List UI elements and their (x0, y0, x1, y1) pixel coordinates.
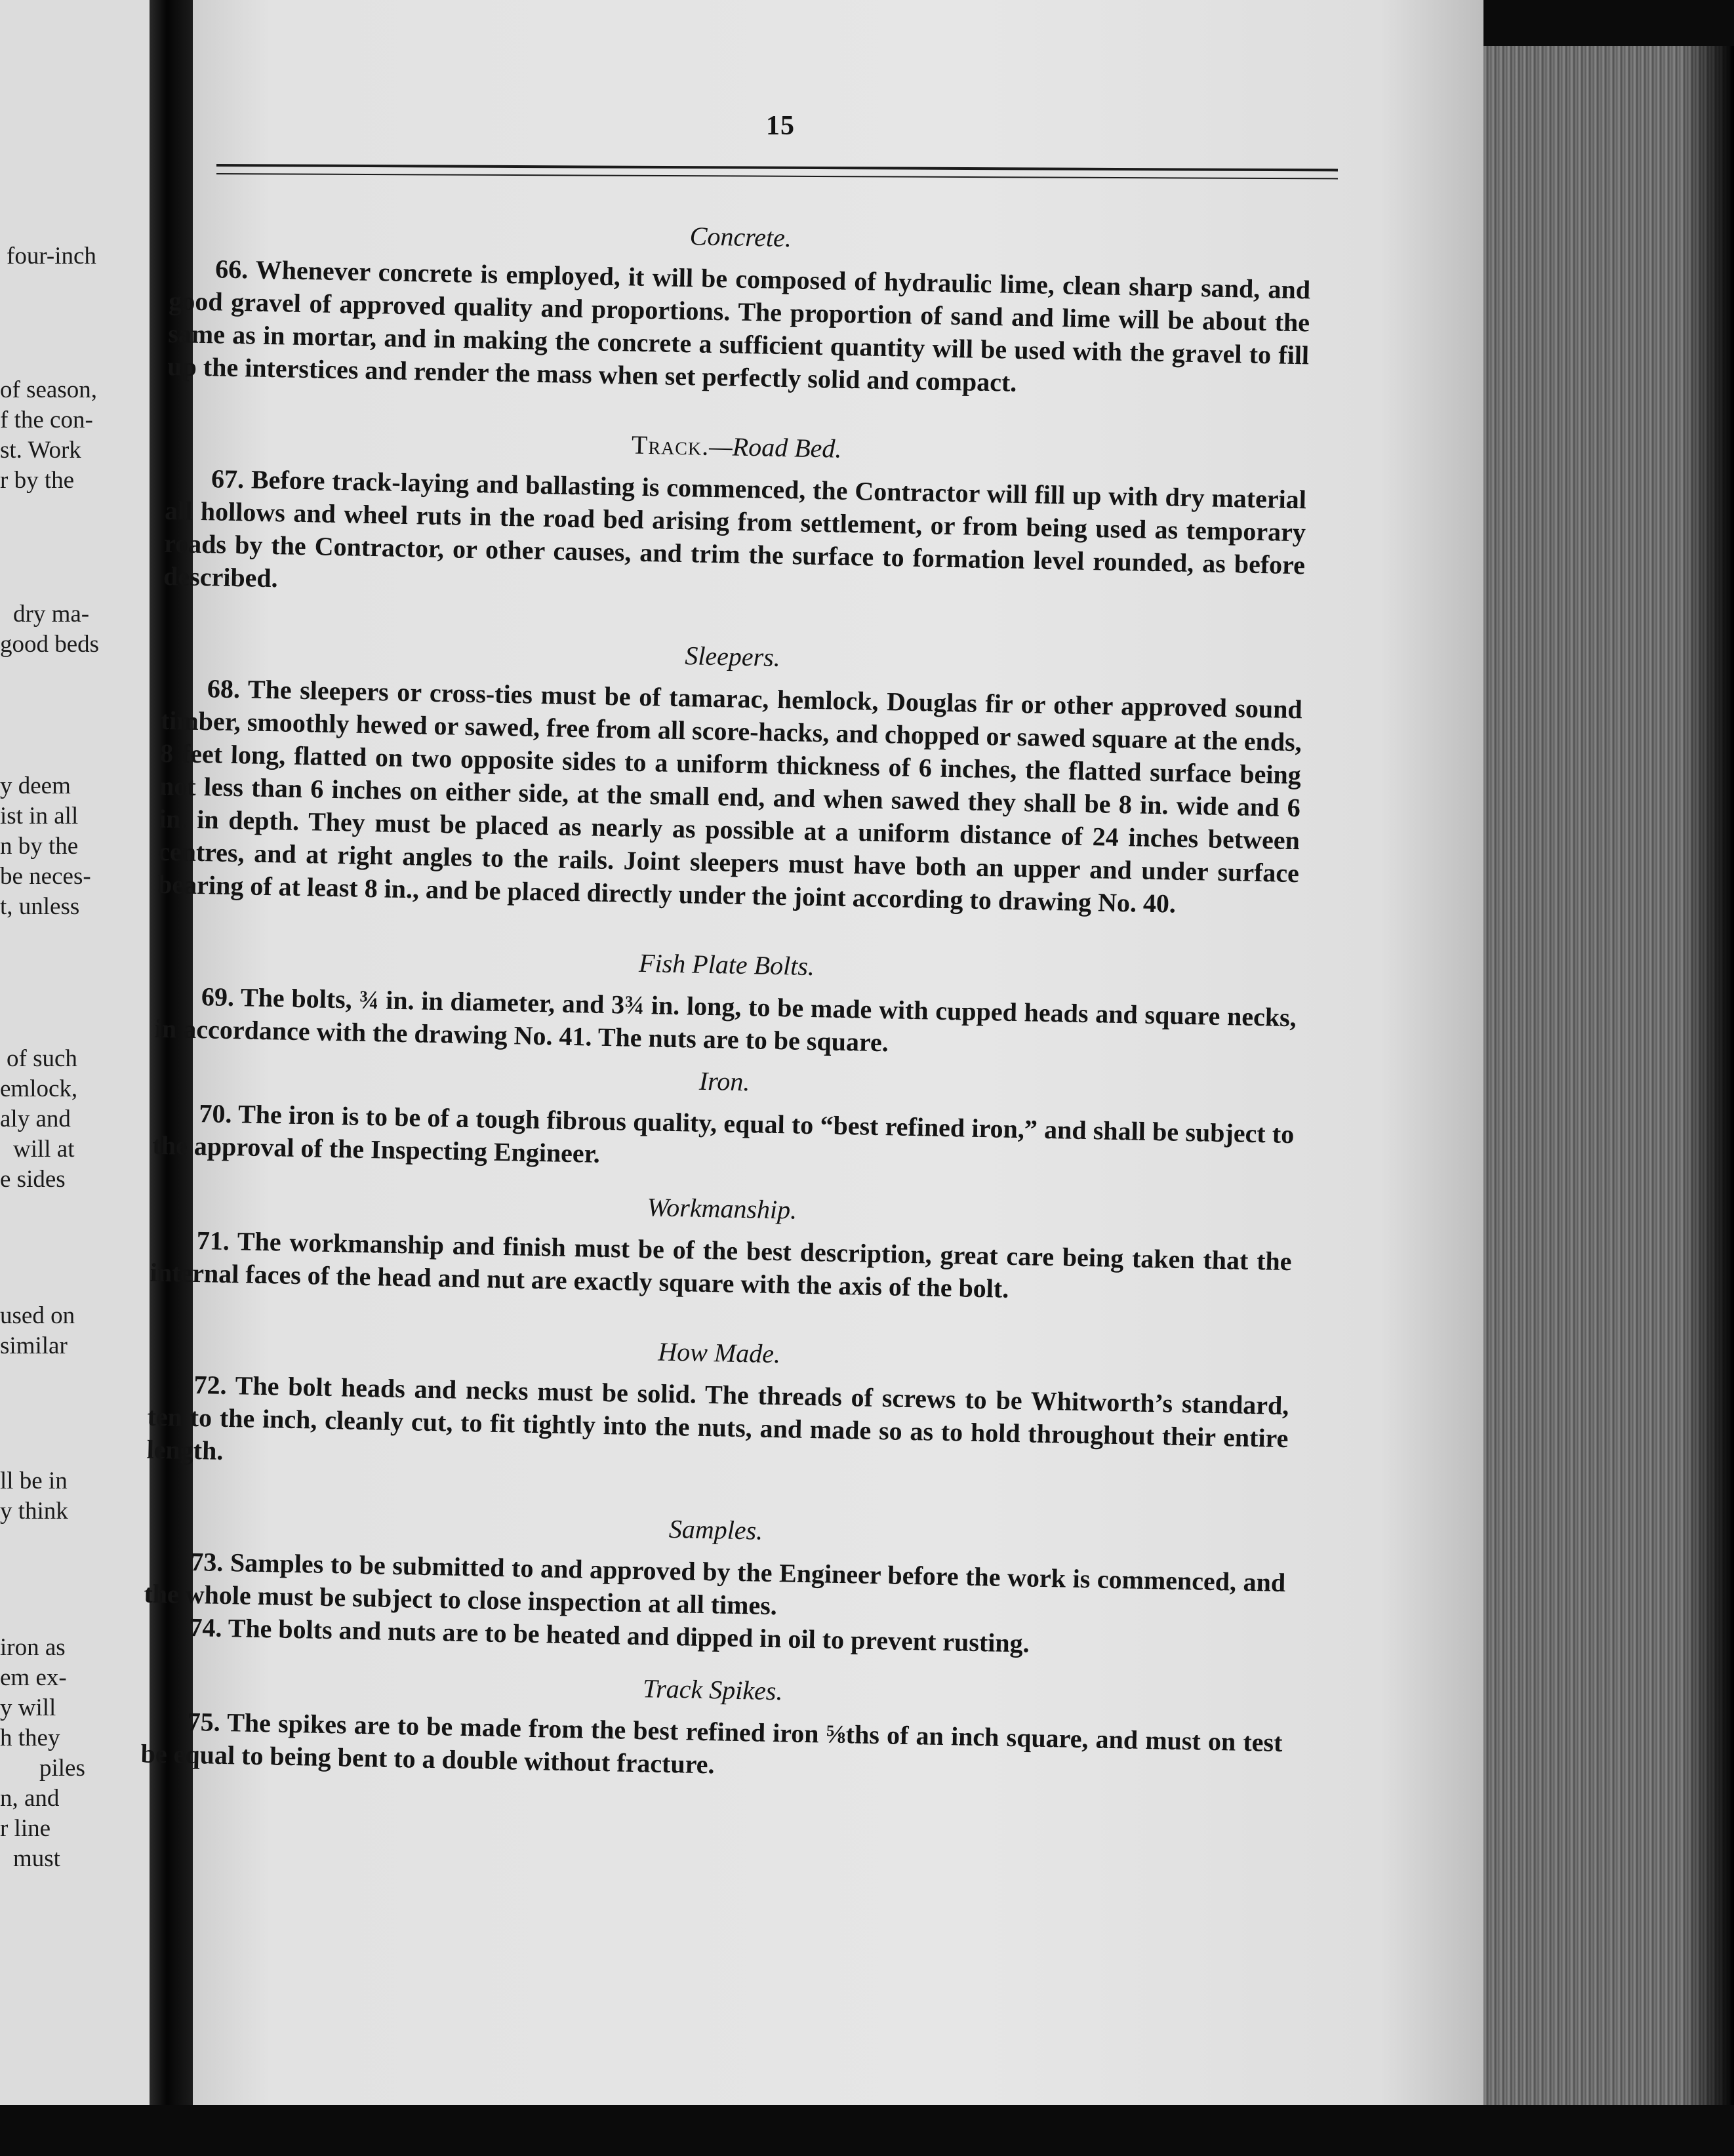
facing-page-fragment: st. Work (0, 437, 81, 464)
facing-page-fragment: of such (7, 1045, 77, 1072)
section-heading: Concrete. (689, 221, 792, 253)
facing-page-fragment: ll be in (0, 1467, 68, 1494)
facing-page-fragment: must (13, 1845, 60, 1872)
facing-page-fragment: y will (0, 1694, 56, 1721)
facing-page-fragment: y think (0, 1498, 68, 1525)
section-track-spikes (140, 1663, 1283, 1792)
facing-page-fragment: iron as (0, 1634, 66, 1661)
facing-page-fragment: r by the (0, 467, 75, 494)
page-number: 15 (766, 111, 795, 141)
section-workmanship (150, 1182, 1293, 1311)
section-heading: How Made. (657, 1336, 781, 1369)
facing-page-fragment: f the con- (0, 407, 93, 433)
section-iron (152, 1054, 1295, 1184)
facing-page-fragment: dry ma- (13, 601, 90, 628)
section-fish-plate-bolts (155, 938, 1298, 1067)
paragraph: 69. The bolts, ¾ in. in diameter, and 3¾ in. long, to be made with cupped heads and square necks, in accordance with the drawing No. 41. The nuts are to be square. (154, 982, 1297, 1058)
section-sleepers (157, 629, 1304, 923)
facing-page-fragment: will at (13, 1136, 75, 1163)
paragraph: 72. The bolt heads and necks must be solid. The threads of screws to be Whitworth’s standard, ten to the inch, cleanly cut, to fit tightly into the nuts, and made so as to hold throughout their entire length. (146, 1370, 1289, 1466)
paragraph: 68. The sleepers or cross-ties must be of tamarac, hemlock, Douglas fir or other approved sound timber, smoothly hewed or sawed, free from all score-hacks, and chopped or sawed square at the ends, 8 feet long, flatted on two opposite sides to a uniform thickness of 6 inches, the flatted surface being not less than 6 inches on either side, at the small end, and when sawed they shall be 8 in. wide and 6 in. in depth. They must be placed as nearly as possible at a uniform distance of 24 inches between centres, and at right angles to the rails. Joint sleepers must have both an upper and under surface bearing of at least 8 in., and be placed directly under the joint according to drawing No. 40. (157, 673, 1303, 919)
facing-page-fragment: piles (39, 1755, 85, 1782)
facing-page-fragment: r line (0, 1815, 51, 1842)
section-how-made (146, 1326, 1290, 1488)
facing-page-fragment: four-inch (7, 243, 96, 270)
section-heading: Sleepers. (684, 641, 781, 672)
paragraph: 74. The bolts and nuts are to be heated and dipped in oil to prevent rusting. (189, 1612, 1030, 1658)
paragraph: 70. The iron is to be of a tough fibrous quality, equal to “best refined iron,” and shall be subject to the approval of the Inspecting Engineer. (152, 1098, 1295, 1168)
section-concrete (167, 210, 1312, 405)
section-heading: Iron. (698, 1066, 750, 1097)
facing-page-fragment: y deem (0, 772, 71, 799)
section-heading: Samples. (668, 1513, 763, 1546)
paragraph: 71. The workmanship and finish must be of the best description, great care being taken that the internal faces of the head and nut are exactly square with the axis of the bolt. (150, 1226, 1292, 1304)
section-track-road-bed (163, 420, 1308, 614)
facing-page (0, 0, 150, 2105)
facing-page-fragment: emlock, (0, 1075, 78, 1102)
facing-page-fragment: of season, (0, 376, 97, 403)
facing-page-fragment: similar (0, 1332, 68, 1359)
facing-page-fragment: used on (0, 1302, 75, 1329)
heading-subtitle: —Road Bed. (708, 431, 842, 464)
section-samples (143, 1503, 1287, 1665)
facing-page-fragment: e sides (0, 1166, 66, 1193)
paragraph: 66. Whenever concrete is employed, it will be composed of hydraulic lime, clean sharp sand, and good gravel of approved quality and proportions. The proportion of sand and lime will be about the same as in mortar, and in making the concrete a sufficient quantity will be used with the gravel to fill up the interstices and render the mass when set perfectly solid and compact. (167, 254, 1311, 397)
facing-page-fragment: t, unless (0, 893, 80, 920)
section-heading: Workmanship. (647, 1192, 797, 1225)
page-edges (1483, 46, 1734, 2105)
facing-page-fragment: good beds (0, 631, 100, 658)
facing-page-fragment: h they (0, 1725, 60, 1751)
facing-page-fragment: be neces- (0, 863, 91, 890)
paragraph: 73. Samples to be submitted to and approved by the Engineer before the work is commenced, and the whole must be subject to close inspection at all times. (144, 1546, 1286, 1621)
facing-page-fragment: em ex- (0, 1664, 67, 1691)
section-heading: Fish Plate Bolts. (638, 948, 815, 982)
section-heading: Track Spikes. (642, 1673, 783, 1706)
heading-caps: Track. (631, 429, 710, 461)
facing-page-fragment: n, and (0, 1785, 60, 1812)
page-content (140, 210, 1311, 1792)
facing-page-fragment: n by the (0, 833, 79, 860)
facing-page-fragment: ist in all (0, 803, 79, 829)
paragraph: 75. The spikes are to be made from the best refined iron ⅝ths of an inch square, and must on test be equal to being bent to a double without fracture. (140, 1706, 1283, 1780)
facing-page-fragment: aly and (0, 1106, 71, 1132)
paragraph: 67. Before track-laying and ballasting is commenced, the Contractor will fill up with dry material all hollows and wheel ruts in the road bed arising from settlement, or from being used as temporary roads by the Contractor, or other causes, and trim the surface to formation level rounded, as before described. (163, 464, 1307, 593)
edge-shadow (1682, 46, 1734, 2105)
